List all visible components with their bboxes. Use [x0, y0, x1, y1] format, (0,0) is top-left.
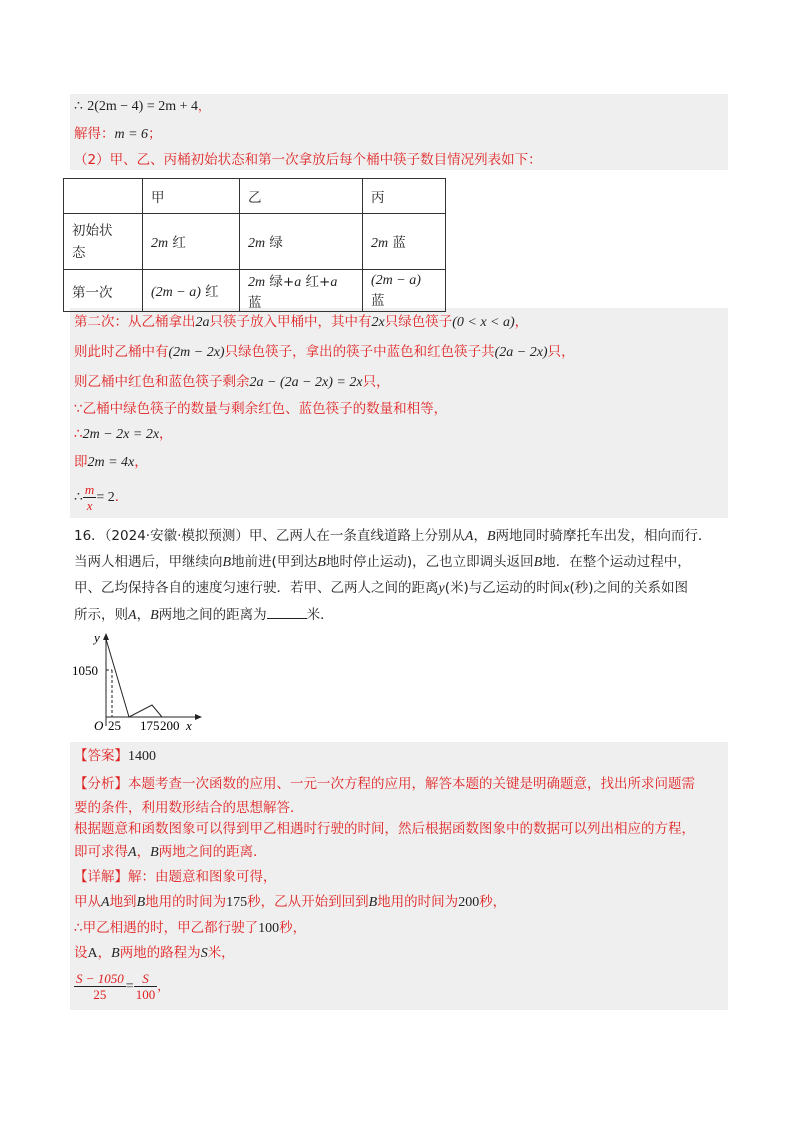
solution-line-10: ∴ $\frac{m}{x}$ = 2． [74, 481, 129, 513]
table-cell-label: 初始状态 [64, 214, 143, 270]
detail-line-5: $\frac{S - 1050}{25}$ = $\frac{S}{100}$ ， [76, 970, 170, 1002]
solution-line-3: （2）甲、乙、丙桶初始状态和第一次拿放后每个桶中筷子数目情况列表如下： [74, 152, 542, 168]
answer-blank [267, 604, 307, 619]
x-tick-label: 175 [140, 718, 160, 733]
detail-line-3: ∴甲乙相遇的时，甲乙都行驶了100秒， [74, 920, 307, 936]
solution-line-5: 则此时乙桶中有(2m − 2x)只绿色筷子，拿出的筷子中蓝色和红色筷子共(2a − 2x)只， [74, 344, 575, 360]
question-16-line-4: 所示，则A，B两地之间的距离为 米． [74, 604, 334, 626]
solution-line-9: 即2m = 4x， [74, 454, 148, 470]
detail-line-1: 【详解】解：由题意和图象可得， [74, 869, 277, 885]
y-axis-label: y [94, 630, 100, 645]
analysis-line-1: 【分析】本题考查一次函数的应用、一元一次方程的应用，解答本题的关键是明确题意，找出所求问题需 [74, 776, 695, 792]
fraction-right: $\frac{S}{100}$ [135, 970, 156, 1002]
question-16-line-3: 甲、乙均保持各自的速度匀速行驶．若甲、乙两人之间的距离y(米)与乙运动的时间x(秒)之间的关系如图 [74, 580, 689, 596]
table-header-cell: 甲 [143, 179, 240, 214]
question-16-line-2: 当两人相遇后，甲继续向B地前进(甲到达B地时停止运动)，乙也立即调头返回B地．在整个运动过程中， [74, 554, 691, 570]
table-cell: (2m − a) 蓝 [363, 270, 446, 312]
graph-line [106, 639, 162, 717]
x-axis-label: x [186, 718, 192, 733]
solution-line-6: 则乙桶中红色和蓝色筷子剩余2a − (2a − 2x) = 2x只， [74, 374, 390, 390]
x-tick-label: 25 [108, 718, 121, 733]
table-row [64, 214, 446, 270]
solution-line-4: 第二次：从乙桶拿出2a只筷子放入甲桶中，其中有2x只绿色筷子(0 < x < a)， [74, 314, 529, 330]
analysis-line-3: 根据题意和函数图象可以得到甲乙相遇时行驶的时间，然后根据函数图象中的数据可以列出相应的方程， [74, 821, 695, 837]
table-cell: 2m 红 [143, 214, 240, 270]
y-tick-label: 1050 [72, 663, 98, 678]
table-cell: (2m − a) 红 [143, 270, 240, 312]
y-axis-arrow [103, 633, 109, 640]
solution-line-7: ∵乙桶中绿色筷子的数量与剩余红色、蓝色筷子的数量和相等， [74, 401, 448, 417]
fraction-m-over-x: $\frac{m}{x}$ [84, 481, 95, 513]
detail-line-4: 设A，B两地的路程为S米， [74, 945, 235, 961]
table-cell: 2m 绿+a 红+a 蓝 [240, 270, 363, 312]
table-cell: 2m 蓝 [363, 214, 446, 270]
fraction-left: $\frac{S - 1050}{25}$ [76, 970, 124, 1002]
x-tick-label: 200 [160, 718, 180, 733]
analysis-line-4: 即可求得A，B两地之间的距离． [74, 844, 267, 860]
table-row [64, 270, 446, 312]
distance-time-graph [68, 630, 208, 735]
solution-line-2: 解得：m = 6； [74, 126, 162, 142]
origin-label: O [94, 718, 104, 733]
table-cell: 2m 绿 [240, 214, 363, 270]
x-axis-arrow [195, 714, 202, 720]
question-16-line-1: 16．（2024·安徽·模拟预测）甲、乙两人在一条直线道路上分别从A，B两地同时骑摩托车出发，相向而行． [74, 528, 712, 544]
chopstick-table [63, 178, 446, 312]
analysis-line-2: 要的条件，利用数形结合的思想解答． [74, 800, 304, 816]
solution-line-1: ∴ 2(2m − 4) = 2m + 4， [74, 99, 211, 114]
answer-line: 【答案】1400 [74, 748, 156, 764]
table-header-cell: 丙 [363, 179, 446, 214]
table-header-cell [64, 179, 143, 214]
detail-line-2: 甲从A地到B地用的时间为175秒，乙从开始到回到B地用的时间为200秒， [74, 894, 507, 910]
table-row [64, 179, 446, 214]
solution-line-8: ∴2m − 2x = 2x， [74, 426, 173, 442]
table-cell-label: 第一次 [64, 270, 143, 312]
table-header-cell: 乙 [240, 179, 363, 214]
